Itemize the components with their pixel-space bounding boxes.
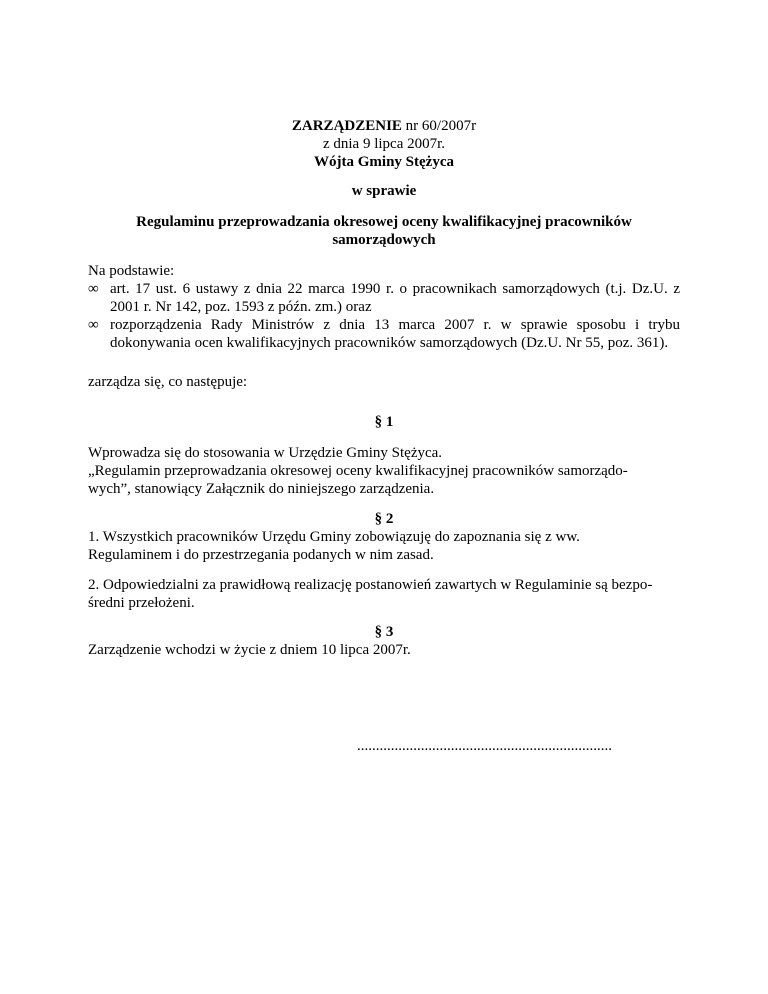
subject-line-1: Regulaminu przeprowadzania okresowej oceny kwalifikacyjnej pracowników: [136, 214, 632, 230]
section-2-paragraph-1: [88, 528, 680, 564]
section-1-line: „Regulamin przeprowadzania okresowej oceny kwalifikacyjnej pracowników samorządo-: [88, 463, 628, 479]
infinity-bullet-icon: ∞: [88, 281, 99, 297]
title-number: nr 60/2007r: [401, 118, 477, 134]
legal-basis-text: rozporządzenia Rady Ministrów z dnia 13 marca 2007 r. w sprawie sposobu i trybu dokonywania ocen kwalifikacyjnych pracowników samorządowych (Dz.U. Nr 55, poz. 361).: [110, 317, 680, 351]
legal-basis-item: [88, 280, 680, 316]
document-authority: Wójta Gminy Stężyca: [314, 154, 454, 170]
section-1-line: wych”, stanowiący Załącznik do niniejszego zarządzenia.: [88, 481, 435, 497]
document-date: z dnia 9 lipca 2007r.: [322, 136, 446, 152]
section-2-line: 2. Odpowiedzialni za prawidłową realizację postanowień zawartych w Regulaminie są bezpo-: [88, 577, 653, 593]
section-1-line: Wprowadza się do stosowania w Urzędzie Gminy Stężyca.: [88, 445, 443, 461]
decree-intro: zarządza się, co następuje:: [88, 374, 248, 390]
section-2-line: średni przełożeni.: [88, 595, 195, 611]
infinity-bullet-icon: ∞: [88, 317, 99, 333]
section-2-line: 1. Wszystkich pracowników Urzędu Gminy zobowiązuję do zapoznania się z ww.: [88, 529, 580, 545]
subject-line-2: samorządowych: [332, 232, 436, 248]
legal-basis-list: [88, 280, 680, 352]
section-1-heading: § 1: [374, 414, 394, 430]
legal-basis-item: [88, 316, 680, 352]
signature-line: ....................................................................: [357, 738, 612, 754]
section-2-paragraph-2: [88, 576, 680, 612]
legal-basis: [88, 262, 680, 352]
section-3-body: Zarządzenie wchodzi w życie z dniem 10 lipca 2007r.: [88, 642, 411, 658]
section-2-line: Regulaminem i do przestrzegania podanych w nim zasad.: [88, 547, 434, 563]
section-3-heading: § 3: [374, 624, 394, 640]
section-1-body: [88, 444, 680, 498]
subject-intro: w sprawie: [351, 183, 417, 199]
legal-basis-text: art. 17 ust. 6 ustawy z dnia 22 marca 1990 r. o pracownikach samorządowych (t.j. Dz.U. z 2001 r. Nr 142, poz. 1593 z późn. zm.) oraz: [110, 281, 680, 315]
document-title: [88, 117, 680, 135]
section-2-heading: § 2: [374, 511, 394, 527]
title-bold: ZARZĄDZENIE: [291, 118, 402, 134]
legal-basis-label: Na podstawie:: [88, 263, 175, 279]
